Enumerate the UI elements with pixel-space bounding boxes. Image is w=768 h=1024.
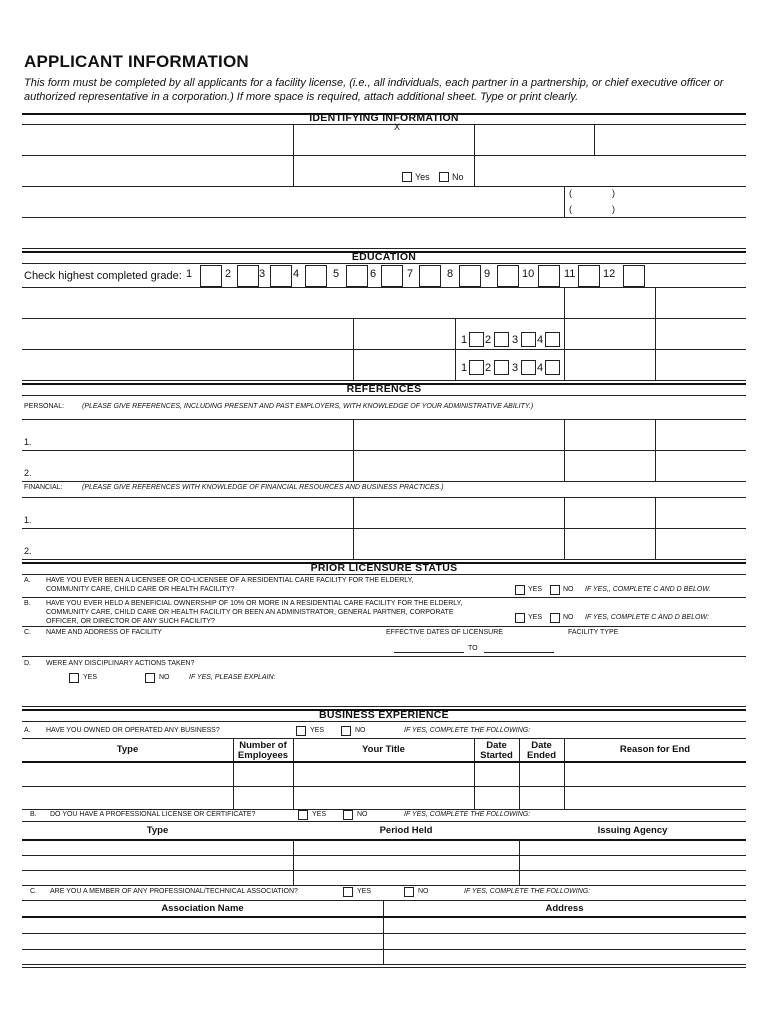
grade-5-label: 5 [333,268,340,280]
prior-c-to-label: TO [468,645,478,652]
grade-5-checkbox[interactable] [346,265,368,287]
business-col-reason: Reason for End [619,744,691,755]
grade-3-checkbox[interactable] [270,265,292,287]
business-c-if-text: IF YES, COMPLETE THE FOLLOWING: [464,888,591,895]
prior-c-text: NAME AND ADDRESS OF FACILITY [46,629,162,636]
section-heading-identifying: IDENTIFYING INFORMATION [309,112,459,124]
personal-ref-1-number: 1. [24,437,32,447]
phone-paren-close-2: ) [612,204,615,214]
grade-7-label: 7 [407,268,414,280]
grade-4-checkbox[interactable] [305,265,327,287]
prior-a-letter: A. [24,577,31,584]
grade-11-checkbox[interactable] [578,265,600,287]
prior-b-yes-label: YES [528,614,543,621]
business-a-if-text: IF YES, COMPLETE THE FOLLOWING: [404,727,531,734]
prior-a-text-1: HAVE YOU EVER BEEN A LICENSEE OR CO-LICENSEE OF A RESIDENTIAL CARE FACILITY FOR THE ELDERLY, [46,577,414,584]
prior-d-if-text: IF YES, PLEASE EXPLAIN: [189,674,276,681]
grade-10-label: 10 [522,268,535,280]
business-col-date: Date [486,740,507,751]
personal-label: PERSONAL: [24,403,65,410]
grade-1-label: 1 [186,268,193,280]
license-col-period: Period Held [379,825,433,836]
business-a-letter: A. [24,727,31,734]
business-col-type: Type [116,744,139,755]
grade-4-label: 4 [293,268,300,280]
prior-b-letter: B. [24,600,31,607]
business-c-letter: C. [30,888,37,895]
school-1-year-4-checkbox[interactable] [545,332,560,347]
school-1-year-2-label: 2 [485,334,492,346]
licensure-date-from-line[interactable] [394,652,464,653]
grade-6-label: 6 [370,268,377,280]
business-col-date-2: Date [531,740,552,751]
license-col-type: Type [146,825,169,836]
business-b-yes-label: YES [312,811,327,818]
prior-b-no-checkbox[interactable] [550,613,560,623]
grade-9-label: 9 [484,268,491,280]
prior-c-dates-label: EFFECTIVE DATES OF LICENSURE [386,629,503,636]
identifying-yes-checkbox[interactable] [402,172,412,182]
school-1-year-2-checkbox[interactable] [494,332,509,347]
prior-d-no-label: NO [159,674,170,681]
prior-b-text-3: OFFICER, OR DIRECTOR OF ANY SUCH FACILITY? [46,618,215,625]
identifying-no-checkbox[interactable] [439,172,449,182]
business-col-employees: Employees [237,750,289,761]
prior-d-yes-checkbox[interactable] [69,673,79,683]
intro-text: This form must be completed by all applicants for a facility license, (i.e., all individuals, each partner in a partnership, or chief executive officer or authorized representative in a corporation.) If more space is required, attach additional sheet. Type or print clearly. [24,77,724,103]
prior-c-type-label: FACILITY TYPE [568,629,619,636]
business-c-no-checkbox[interactable] [404,887,414,897]
association-col-name: Association Name [161,903,244,914]
phone-paren-open-1: ( [569,188,572,198]
school-2-year-2-label: 2 [485,362,492,374]
grade-1-checkbox[interactable] [200,265,222,287]
grade-8-checkbox[interactable] [459,265,481,287]
business-a-no-checkbox[interactable] [341,726,351,736]
grade-9-checkbox[interactable] [497,265,519,287]
grade-12-checkbox[interactable] [623,265,645,287]
prior-b-if-text: IF YES, COMPLETE C AND D BELOW: [585,614,709,621]
x-mark: X [394,122,401,132]
school-1-year-3-checkbox[interactable] [521,332,536,347]
identifying-yes-label: Yes [415,172,430,182]
section-heading-education: EDUCATION [351,251,417,263]
business-b-letter: B. [30,811,37,818]
school-2-year-1-checkbox[interactable] [469,360,484,375]
financial-ref-1-number: 1. [24,515,32,525]
prior-b-text-2: COMMUNITY CARE, CHILD CARE OR HEALTH FACILITY OR BEEN AN ADMINISTRATOR, GENERAL PARTNER, CORPORATE [46,609,454,616]
prior-d-yes-label: YES [83,674,98,681]
school-2-year-3-label: 3 [512,362,519,374]
business-col-ended: Ended [526,750,557,761]
business-b-text: DO YOU HAVE A PROFESSIONAL LICENSE OR CERTIFICATE? [50,811,256,818]
business-c-yes-label: YES [357,888,372,895]
business-c-text: ARE YOU A MEMBER OF ANY PROFESSIONAL/TECHNICAL ASSOCIATION? [50,888,298,895]
grade-label: Check highest completed grade: [24,270,182,282]
grade-7-checkbox[interactable] [419,265,441,287]
business-col-started: Started [480,750,513,761]
business-a-no-label: NO [355,727,366,734]
grade-11-label: 11 [564,268,576,280]
business-c-yes-checkbox[interactable] [343,887,353,897]
prior-c-letter: C. [24,629,31,636]
prior-b-yes-checkbox[interactable] [515,613,525,623]
association-col-address: Address [545,903,584,914]
prior-b-text-1: HAVE YOU EVER HELD A BENEFICIAL OWNERSHIP OF 10% OR MORE IN A RESIDENTIAL CARE FACILITY FOR THE ELDERLY, [46,600,463,607]
prior-b-no-label: NO [563,614,574,621]
prior-d-text: WERE ANY DISCIPLINARY ACTIONS TAKEN? [46,660,195,667]
business-col-number: Number of [239,740,287,751]
section-heading-references: REFERENCES [346,383,422,395]
business-a-text: HAVE YOU OWNED OR OPERATED ANY BUSINESS? [46,727,220,734]
personal-ref-2-number: 2. [24,468,32,478]
business-b-no-checkbox[interactable] [343,810,353,820]
grade-12-label: 12 [603,268,616,280]
school-2-year-4-checkbox[interactable] [545,360,560,375]
phone-paren-open-2: ( [569,204,572,214]
prior-a-text-2: COMMUNITY CARE, CHILD CARE OR HEALTH FACILITY? [46,586,235,593]
prior-a-no-label: NO [563,586,574,593]
section-heading-prior-licensure: PRIOR LICENSURE STATUS [310,562,458,574]
school-2-year-2-checkbox[interactable] [494,360,509,375]
section-heading-business: BUSINESS EXPERIENCE [319,709,449,721]
prior-d-no-checkbox[interactable] [145,673,155,683]
grade-2-checkbox[interactable] [237,265,259,287]
page-title: APPLICANT INFORMATION [24,52,249,71]
personal-note: (PLEASE GIVE REFERENCES, INCLUDING PRESENT AND PAST EMPLOYERS, WITH KNOWLEDGE OF YOUR ADMINISTRATIVE ABILITY.) [82,403,534,410]
grade-2-label: 2 [225,268,232,280]
school-1-year-1-checkbox[interactable] [469,332,484,347]
business-a-yes-checkbox[interactable] [296,726,306,736]
prior-a-no-checkbox[interactable] [550,585,560,595]
school-1-year-3-label: 3 [512,334,519,346]
prior-a-if-text: IF YES,, COMPLETE C AND D BELOW. [585,586,711,593]
business-c-no-label: NO [418,888,429,895]
business-col-title: Your Title [362,744,405,755]
prior-d-letter: D. [24,660,31,667]
prior-a-yes-checkbox[interactable] [515,585,525,595]
business-b-no-label: NO [357,811,368,818]
grade-6-checkbox[interactable] [381,265,403,287]
business-b-yes-checkbox[interactable] [298,810,308,820]
identifying-no-label: No [452,172,464,182]
licensure-date-to-line[interactable] [484,652,554,653]
business-b-if-text: IF YES, COMPLETE THE FOLLOWING: [404,811,531,818]
school-1-year-4-label: 4 [537,334,544,346]
phone-paren-close-1: ) [612,188,615,198]
license-col-agency: Issuing Agency [597,825,668,836]
financial-note: (PLEASE GIVE REFERENCES WITH KNOWLEDGE OF FINANCIAL RESOURCES AND BUSINESS PRACTICES.) [82,484,444,491]
school-2-year-1-label: 1 [461,362,468,374]
business-a-yes-label: YES [310,727,325,734]
grade-10-checkbox[interactable] [538,265,560,287]
financial-label: FINANCIAL: [24,484,63,491]
school-2-year-3-checkbox[interactable] [521,360,536,375]
prior-a-yes-label: YES [528,586,543,593]
school-1-year-1-label: 1 [461,334,468,346]
school-2-year-4-label: 4 [537,362,544,374]
financial-ref-2-number: 2. [24,546,32,556]
grade-8-label: 8 [447,268,454,280]
grade-3-label: 3 [259,268,266,280]
